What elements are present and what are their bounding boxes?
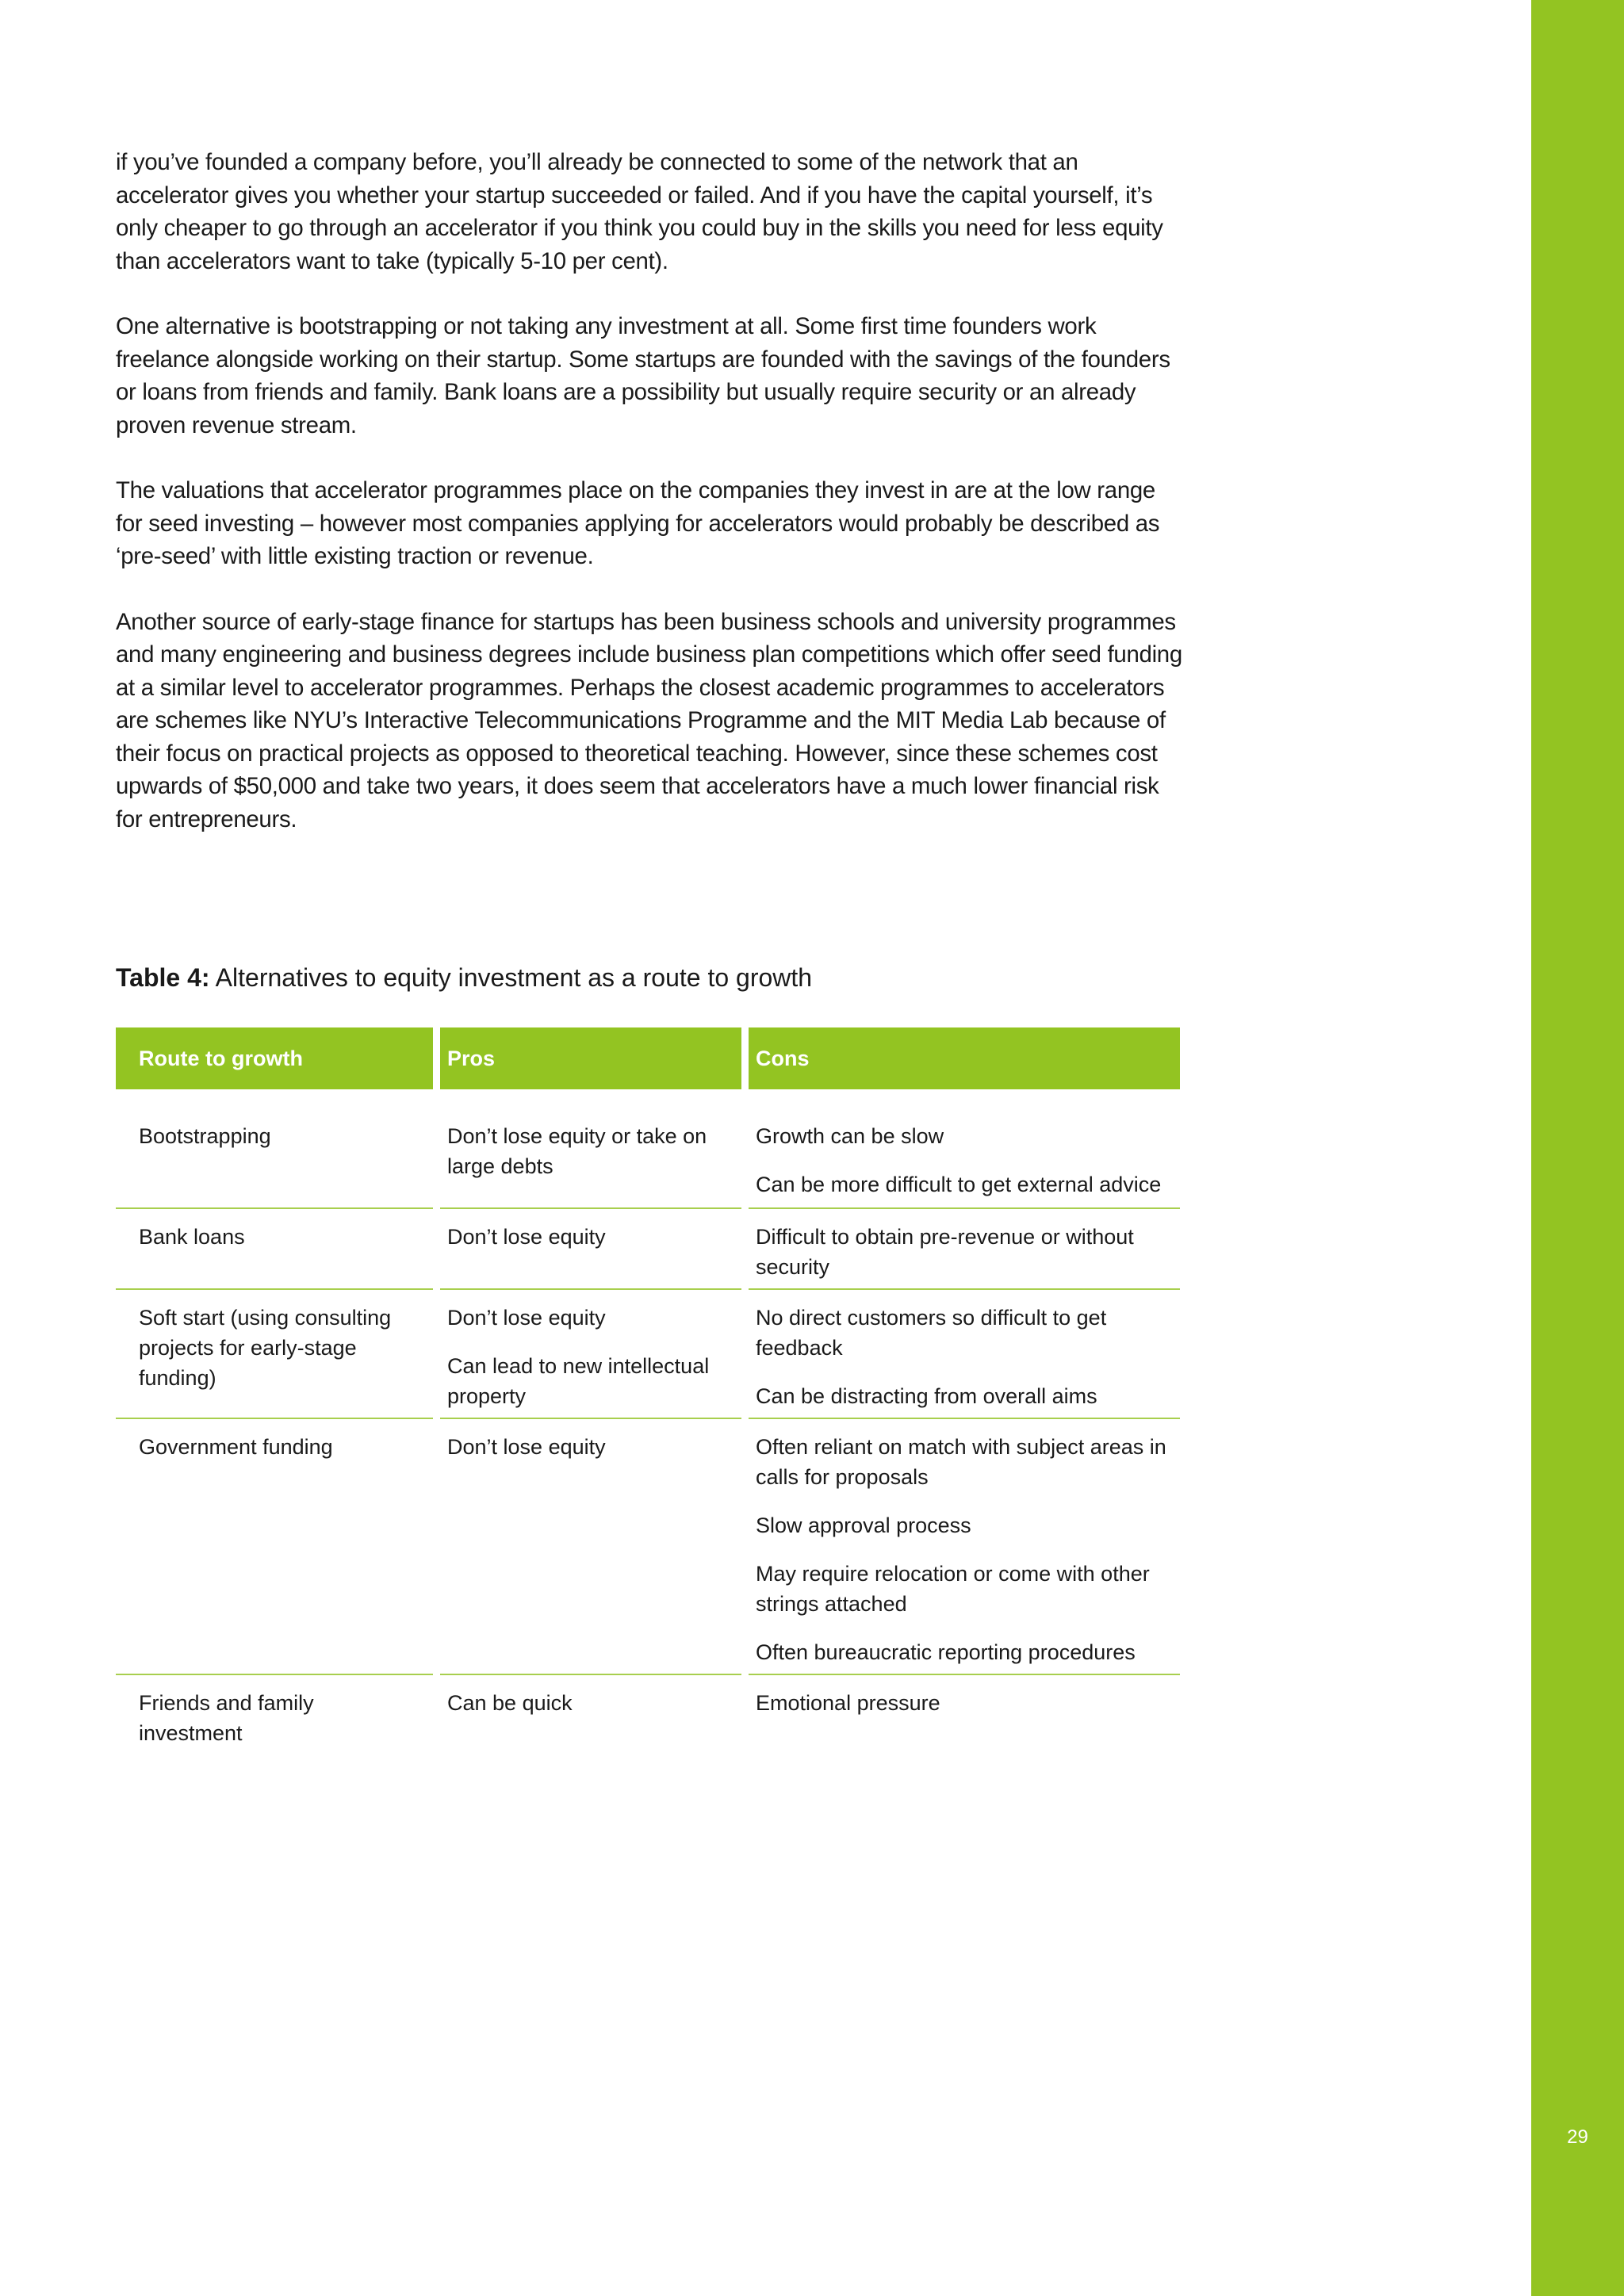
header-pros: Pros [440, 1027, 741, 1089]
paragraph: Another source of early-stage finance for startups has been business schools and university programmes and many engineering and business degrees include business plan competitions which offer seed funding at a similar level to accelerator programmes. Perhaps the closest academic programmes to accelerators are schemes like NYU’s Interactive Telecommunications Programme and the MIT Media Lab because of their focus on practical projects as opposed to theoretical teaching. However, since these schemes cost upwards of $50,000 and take two years, it does seem that accelerators have a much lower financial risk for entrepreneurs. [116, 608, 1182, 832]
table-caption: Alternatives to equity investment as a route to growth [209, 963, 813, 992]
pros-item: Don’t lose equity [447, 1435, 606, 1459]
pros-cell [440, 1209, 741, 1290]
route-cell [116, 1089, 433, 1209]
header-route: Route to growth [116, 1027, 433, 1089]
cons-cell [749, 1675, 1180, 1755]
route-text: Government funding [139, 1435, 333, 1459]
alternatives-table [116, 1027, 1180, 1755]
table-title [116, 963, 812, 993]
cons-item: Often bureaucratic reporting procedures [756, 1640, 1136, 1664]
pros-cell [440, 1290, 741, 1419]
route-cell [116, 1675, 433, 1755]
paragraph: One alternative is bootstrapping or not taking any investment at all. Some first time founders work freelance alongside working on their startup. Some startups are founded with the savings of the founders or loans from friends and family. Bank loans are a possibility but usually require security or an already proven revenue stream. [116, 313, 1170, 438]
cons-item: No direct customers so difficult to get feedback [756, 1306, 1107, 1360]
pros-item: Don’t lose equity [447, 1225, 606, 1249]
cons-item: May require relocation or come with other strings attached [756, 1562, 1150, 1616]
cons-cell [749, 1209, 1180, 1290]
table-label: Table 4: [116, 963, 210, 992]
cons-item: Can be more difficult to get external advice [756, 1173, 1162, 1196]
side-accent-bar [1531, 0, 1624, 2296]
page-number: 29 [1567, 2126, 1588, 2148]
route-cell [116, 1290, 433, 1419]
cons-cell [749, 1290, 1180, 1419]
pros-cell [440, 1675, 741, 1755]
cons-item: Can be distracting from overall aims [756, 1384, 1097, 1408]
paragraph: The valuations that accelerator programmes place on the companies they invest in are at the low range for seed investing – however most companies applying for accelerators would probably be described as ‘pre-seed’ with little existing traction or revenue. [116, 477, 1160, 569]
pros-item: Can lead to new intellectual property [447, 1354, 710, 1408]
route-cell [116, 1419, 433, 1675]
pros-item: Don’t lose equity [447, 1306, 606, 1330]
route-text: Bootstrapping [139, 1124, 271, 1148]
route-text: Bank loans [139, 1225, 245, 1249]
pros-item: Don’t lose equity or take on large debts [447, 1124, 707, 1178]
pros-cell [440, 1419, 741, 1675]
cons-item: Growth can be slow [756, 1124, 944, 1148]
route-text: Friends and family investment [139, 1691, 314, 1745]
pros-item: Can be quick [447, 1691, 573, 1715]
pros-cell [440, 1089, 741, 1209]
cons-item: Emotional pressure [756, 1691, 940, 1715]
route-text: Soft start (using consulting projects for early-stage funding) [139, 1306, 392, 1390]
body-text [116, 146, 1182, 868]
cons-cell [749, 1419, 1180, 1675]
paragraph: if you’ve founded a company before, you’ll already be connected to some of the network that an accelerator gives you whether your startup succeeded or failed. And if you have the capital yourself, it’s only cheaper to go through an accelerator if you think you could buy in the skills you need for less equity than accelerators want to take (typically 5-10 per cent). [116, 149, 1163, 274]
cons-item: Often reliant on match with subject areas in calls for proposals [756, 1435, 1166, 1489]
header-cons: Cons [749, 1027, 1180, 1089]
cons-item: Slow approval process [756, 1513, 971, 1537]
table-grid [116, 1027, 1180, 1755]
cons-item: Difficult to obtain pre-revenue or without security [756, 1225, 1134, 1279]
route-cell [116, 1209, 433, 1290]
cons-cell [749, 1089, 1180, 1209]
